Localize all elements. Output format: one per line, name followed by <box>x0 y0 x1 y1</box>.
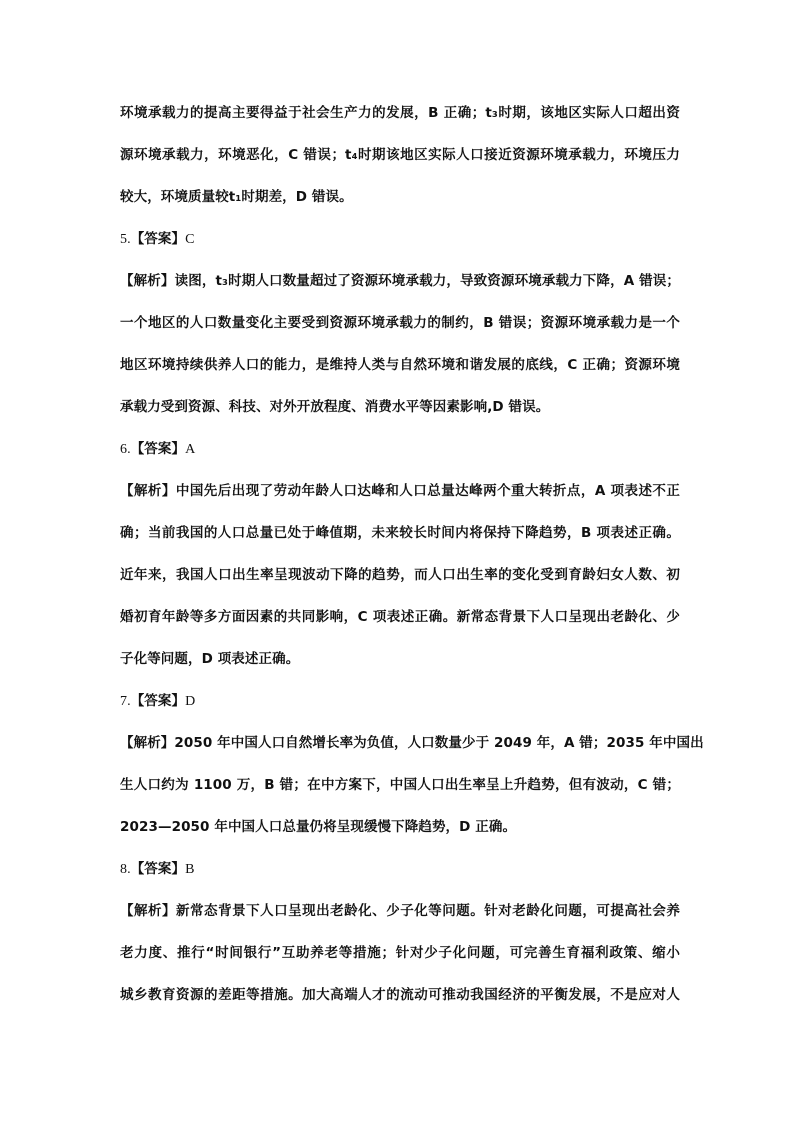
answer-letter: C <box>185 232 195 247</box>
text-line: 生人口约为 1100 万，B 错；在中方案下，中国人口出生率呈上升趋势，但有波动，C 错； <box>120 777 680 793</box>
text-line: 【解析】新常态背景下人口呈现出老龄化、少子化等问题。针对老龄化问题，可提高社会养 <box>120 903 680 919</box>
answer-label: 【答案】 <box>130 441 186 457</box>
text-line: 较大，环境质量较t₁时期差，D 错误。 <box>120 189 353 205</box>
answer-line <box>120 229 680 250</box>
text-line: 确；当前我国的人口总量已处于峰值期，未来较长时间内将保持下降趋势，B 项表述正确。 <box>120 525 680 541</box>
text-line: 环境承载力的提高主要得益于社会生产力的发展，B 正确；t₃时期，该地区实际人口超出资 <box>120 105 680 121</box>
answer-line <box>120 439 680 460</box>
text-line: 地区环境持续供养人口的能力，是维持人类与自然环境和谐发展的底线，C 正确；资源环境 <box>120 357 680 373</box>
answer-label: 【答案】 <box>130 861 186 877</box>
question-number: 5. <box>120 232 131 247</box>
text-line: 城乡教育资源的差距等措施。加大高端人才的流动可推动我国经济的平衡发展，不是应对人 <box>120 987 680 1003</box>
text-line: 老力度、推行“时间银行”互助养老等措施；针对少子化问题，可完善生育福利政策、缩小 <box>120 945 680 961</box>
text-line: 【解析】中国先后出现了劳动年龄人口达峰和人口总量达峰两个重大转折点，A 项表述不正 <box>120 483 680 499</box>
text-line: 【解析】2050 年中国人口自然增长率为负值，人口数量少于 2049 年，A 错；2035 年中国出 <box>120 735 704 751</box>
text-line: 一个地区的人口数量变化主要受到资源环境承载力的制约，B 错误；资源环境承载力是一个 <box>120 315 680 331</box>
text-line: 【解析】读图，t₃时期人口数量超过了资源环境承载力，导致资源环境承载力下降，A 错误； <box>120 273 680 289</box>
question-number: 6. <box>120 442 131 457</box>
text-line: 近年来，我国人口出生率呈现波动下降的趋势，而人口出生率的变化受到育龄妇女人数、初 <box>120 567 680 583</box>
answer-label: 【答案】 <box>130 693 186 709</box>
text-line: 2023—2050 年中国人口总量仍将呈现缓慢下降趋势，D 正确。 <box>120 819 517 835</box>
question-number: 7. <box>120 694 131 709</box>
question-number: 8. <box>120 862 131 877</box>
text-line: 婚初育年龄等多方面因素的共同影响，C 项表述正确。新常态背景下人口呈现出老龄化、少 <box>120 609 680 625</box>
answer-label: 【答案】 <box>130 231 186 247</box>
answer-line <box>120 859 680 880</box>
text-line: 承载力受到资源、科技、对外开放程度、消费水平等因素影响,D 错误。 <box>120 399 550 415</box>
answer-line <box>120 691 680 712</box>
answer-letter: A <box>185 442 196 457</box>
answer-letter: B <box>185 862 195 877</box>
text-line: 源环境承载力，环境恶化，C 错误；t₄时期该地区实际人口接近资源环境承载力，环境压力 <box>120 147 680 163</box>
answer-letter: D <box>185 694 196 709</box>
text-line: 子化等问题，D 项表述正确。 <box>120 651 300 667</box>
